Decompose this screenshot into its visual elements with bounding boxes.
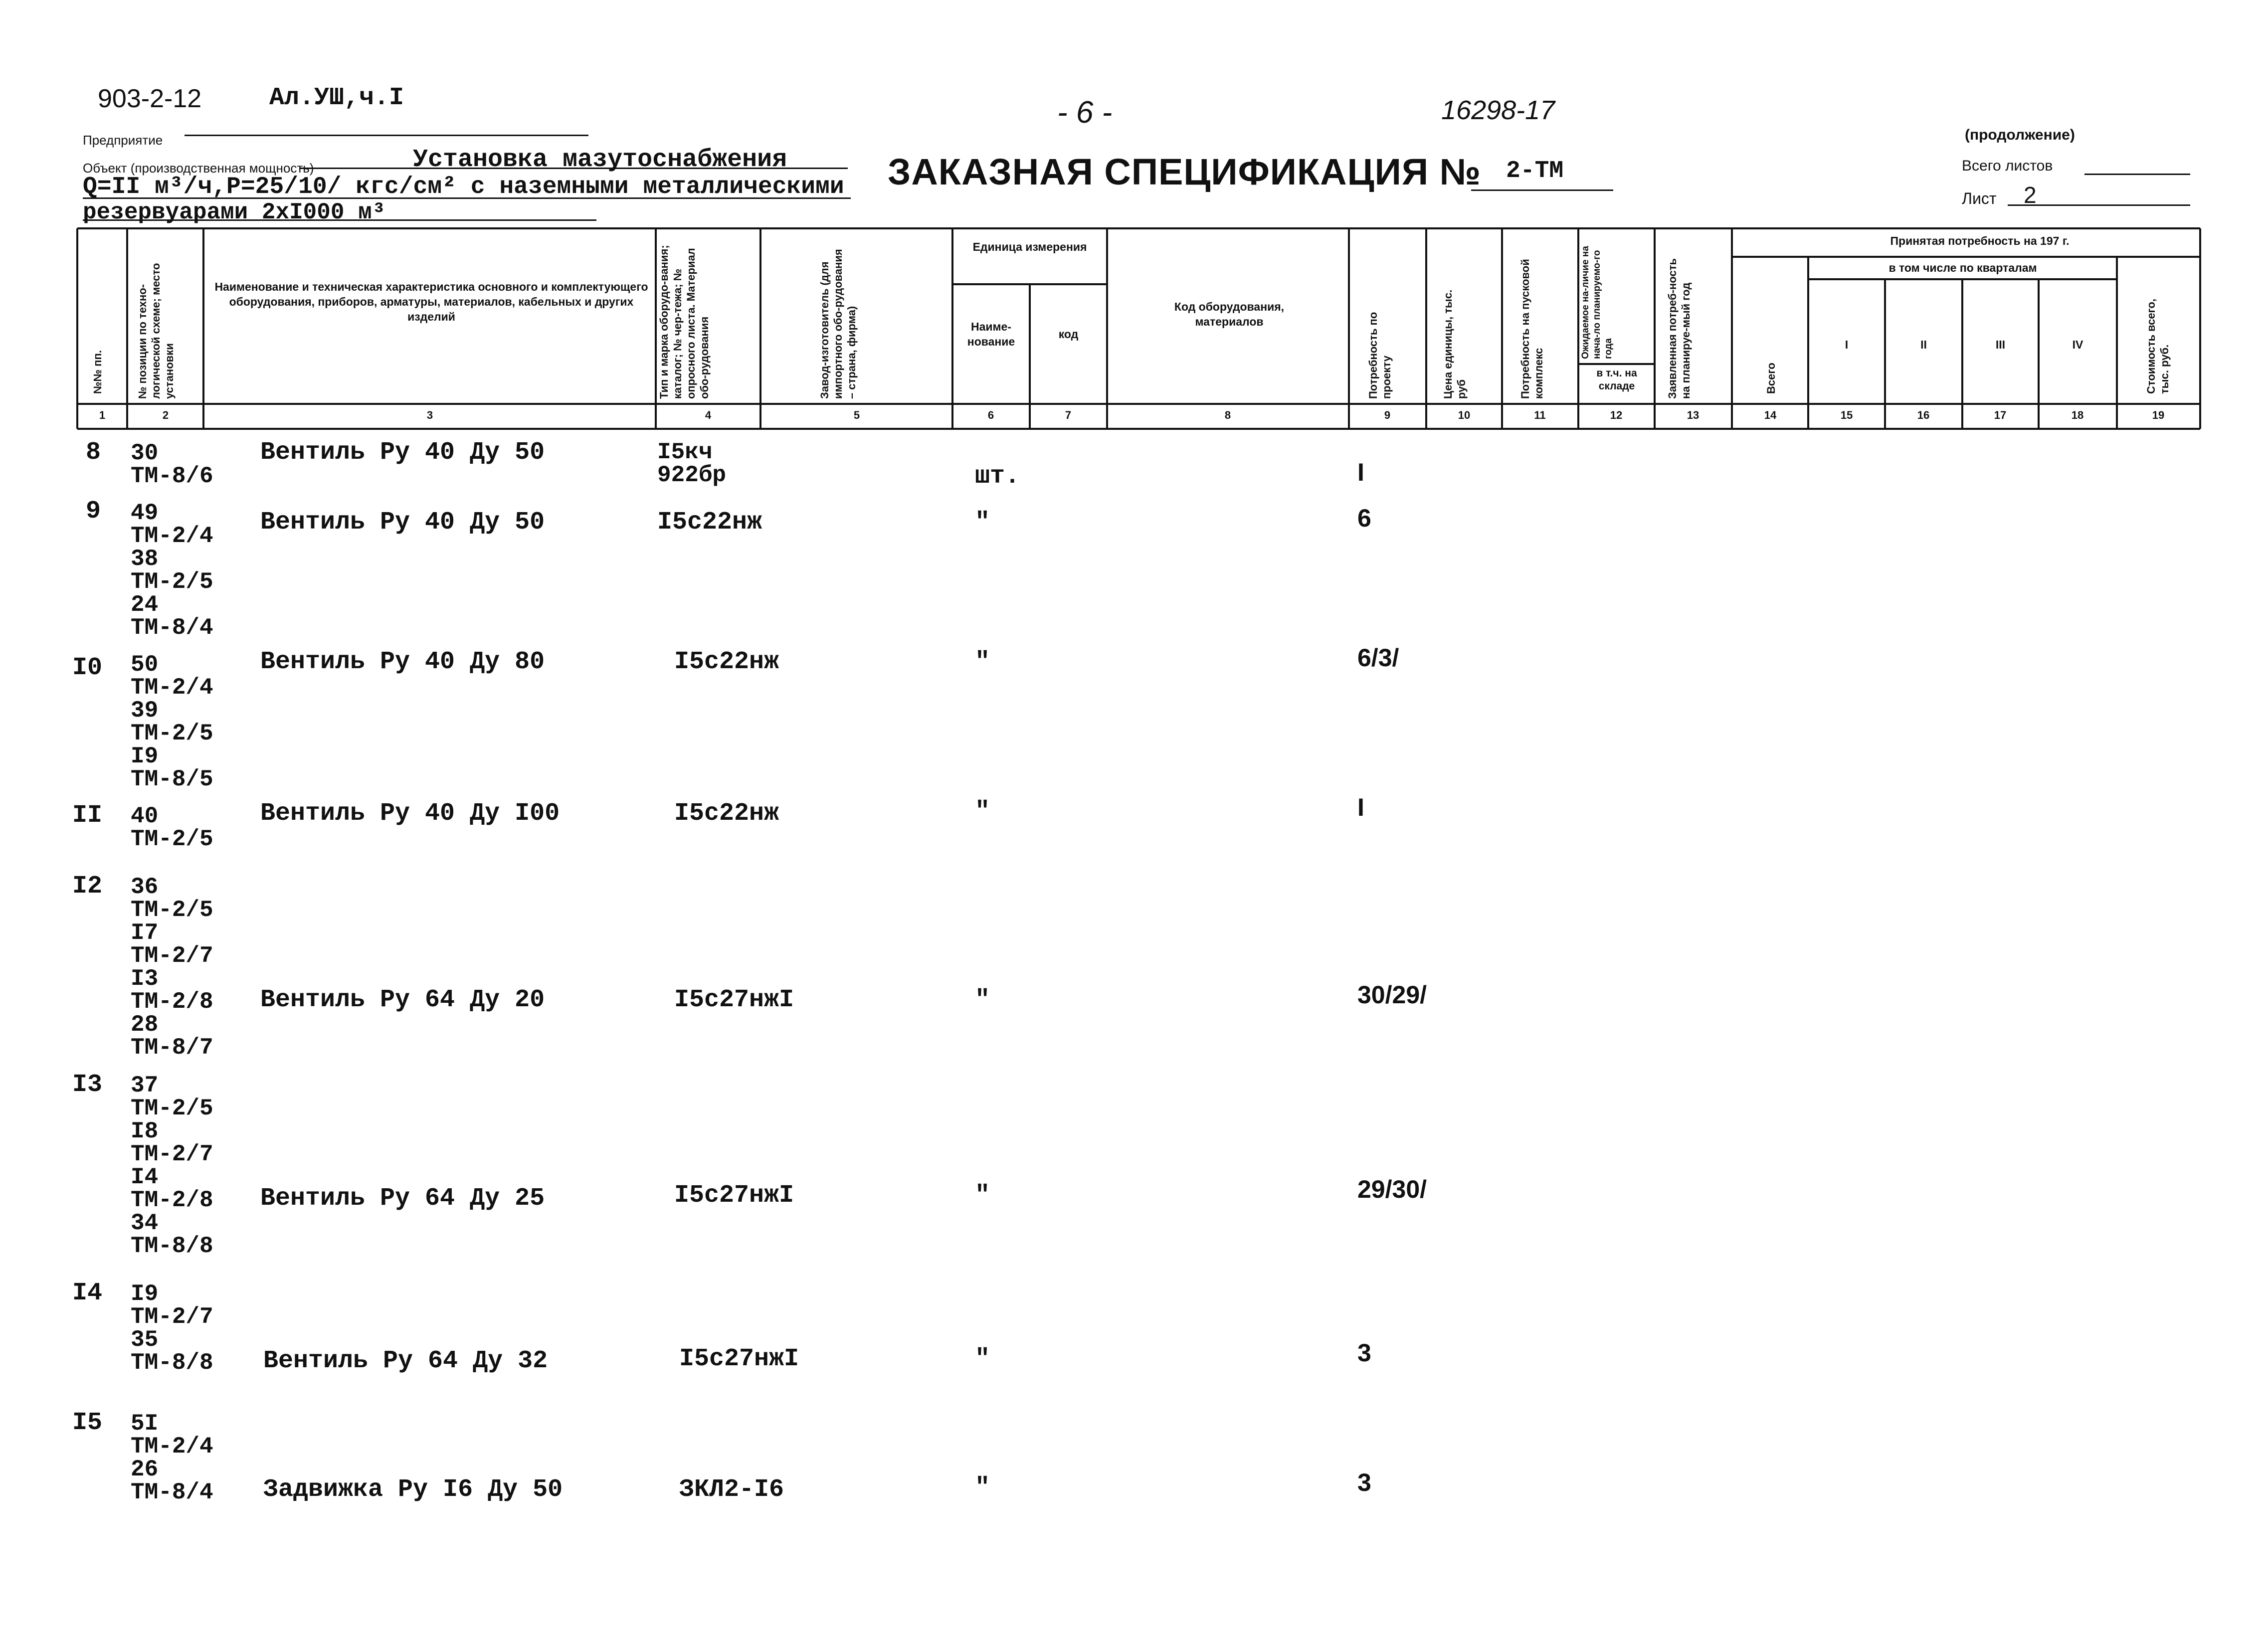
row-number: I4 xyxy=(72,1279,103,1307)
row-type: I5с22нж xyxy=(674,799,779,828)
col-number: 3 xyxy=(426,409,433,421)
page-number: - 6 - xyxy=(1057,95,1113,130)
row-quantity: I xyxy=(1357,458,1364,486)
row-positions: 36 ТМ-2/5 I7 ТМ-2/7 I3 ТМ-2/8 28 ТМ-8/7 xyxy=(131,874,213,1061)
col-number: 12 xyxy=(1610,409,1623,421)
row-name: Вентиль Ру 64 Ду 32 xyxy=(263,1347,548,1375)
row-positions: 49 ТМ-2/4 38 ТМ-2/5 24 ТМ-8/4 xyxy=(131,500,213,641)
header-col-19: Стоимость всего, тыс. руб. xyxy=(2145,299,2171,394)
row-type: I5с27нжI xyxy=(679,1345,799,1373)
row-number: I2 xyxy=(72,872,103,901)
col-number: 2 xyxy=(162,409,169,421)
row-type: ЗКЛ2-I6 xyxy=(679,1475,784,1504)
row-quantity: 6 xyxy=(1357,504,1371,532)
header-col-12: Ожидаемое на-личие на нача-ло планируемо-го года xyxy=(1580,246,1614,359)
header-quarters-group: в том числе по кварталам xyxy=(1889,261,2037,274)
row-number: II xyxy=(72,801,103,830)
album-ref: Ал.УШ,ч.I xyxy=(269,84,404,112)
col-number: 16 xyxy=(1917,409,1930,421)
row-quantity: 3 xyxy=(1357,1468,1371,1496)
doc-id: 16298-17 xyxy=(1441,95,1555,125)
header-col-17: III xyxy=(1995,338,2006,351)
header-col-10: Цена единицы, тыс. руб xyxy=(1442,289,1468,399)
header-col-2: № позиции по техно-логической схеме; место установки xyxy=(136,263,176,399)
col-number: 11 xyxy=(1534,409,1546,421)
row-name: Вентиль Ру 40 Ду I00 xyxy=(260,799,560,828)
doc-code: 903-2-12 xyxy=(98,84,202,113)
row-type: I5с27нжI xyxy=(674,1181,794,1210)
col-number: 9 xyxy=(1384,409,1391,421)
header-col-9: Потребность по проекту xyxy=(1367,312,1393,399)
object-line-3: резервуарами 2хI000 м³ xyxy=(83,199,386,225)
col-number: 14 xyxy=(1764,409,1777,421)
row-quantity: 3 xyxy=(1357,1339,1371,1367)
page-title: ЗАКАЗНАЯ СПЕЦИФИКАЦИЯ № xyxy=(888,151,1482,192)
row-unit: " xyxy=(975,1345,990,1373)
row-name: Вентиль Ру 40 Ду 50 xyxy=(260,438,545,467)
header-col-13: Заявленная потреб-ность на планируе-мый год xyxy=(1666,258,1692,399)
row-positions: I9 ТМ-2/7 35 ТМ-8/8 xyxy=(131,1281,213,1376)
row-unit: " xyxy=(975,797,990,826)
header-col-3: Наименование и техническая характеристика основного и комплектующего оборудования, приборов, арматуры, материалов, кабельных и других изделий xyxy=(214,280,648,323)
header-col-4: Тип и марка оборудо-вания; каталог; № чер-тежа; № опросного листа. Материал обо-рудования xyxy=(658,245,711,399)
row-name: Вентиль Ру 40 Ду 80 xyxy=(260,648,545,676)
row-name: Вентиль Ру 40 Ду 50 xyxy=(260,508,545,537)
row-number: I0 xyxy=(72,654,103,682)
col-number: 19 xyxy=(2152,409,2165,421)
col-number: 1 xyxy=(99,409,106,421)
header-col-8: Код оборудования, материалов xyxy=(1174,300,1285,328)
row-quantity: 30/29/ xyxy=(1357,981,1427,1009)
header-col-5: Завод-изготовитель (для импортного обо-рудования – страна, фирма) xyxy=(818,249,858,399)
row-name: Вентиль Ру 64 Ду 25 xyxy=(260,1184,545,1213)
object-line-1: Установка мазутоснабжения xyxy=(413,146,787,174)
row-type: I5с27нжI xyxy=(674,986,794,1014)
row-positions: 30 ТМ-8/6 xyxy=(131,440,213,489)
col-number: 15 xyxy=(1840,409,1853,421)
header-col-15: I xyxy=(1845,338,1849,351)
row-name: Задвижка Ру I6 Ду 50 xyxy=(263,1475,563,1504)
header-col-7: код xyxy=(1058,328,1079,341)
col-number: 5 xyxy=(853,409,860,421)
row-unit: " xyxy=(975,648,990,676)
row-unit: " xyxy=(975,986,990,1014)
row-quantity: 29/30/ xyxy=(1357,1175,1427,1203)
row-name: Вентиль Ру 64 Ду 20 xyxy=(260,986,545,1014)
row-quantity: 6/3/ xyxy=(1357,644,1399,672)
row-type: I5с22нж xyxy=(657,508,762,537)
header-col-16: II xyxy=(1920,338,1927,351)
row-unit: шт. xyxy=(975,462,1020,491)
row-quantity: I xyxy=(1357,793,1364,821)
total-sheets-label: Всего листов xyxy=(1962,158,2053,174)
header-accepted-group: Принятая потребность на 197 г. xyxy=(1890,234,2070,247)
header-unit-group: Единица измерения xyxy=(972,240,1087,253)
row-number: 8 xyxy=(86,438,101,467)
row-unit: " xyxy=(975,1473,990,1502)
row-number: 9 xyxy=(86,497,101,526)
row-positions: 50 ТМ-2/4 39 ТМ-2/5 I9 ТМ-8/5 xyxy=(131,652,213,792)
row-number: I3 xyxy=(72,1071,103,1099)
row-positions: 5I ТМ-2/4 26 ТМ-8/4 xyxy=(131,1411,213,1505)
row-type: I5кч 922бр xyxy=(657,439,727,488)
row-positions: 40 ТМ-2/5 xyxy=(131,803,213,852)
col-number: 10 xyxy=(1458,409,1471,421)
enterprise-label: Предприятие xyxy=(83,133,163,148)
col-number: 7 xyxy=(1065,409,1072,421)
row-unit: " xyxy=(975,1181,990,1210)
header-col-14: Всего xyxy=(1765,363,1777,394)
header-col-18: IV xyxy=(2072,338,2083,351)
object-line-2: Q=II м³/ч,Р=25/10/ кгс/см² с наземными металлическими xyxy=(83,174,844,200)
row-number: I5 xyxy=(72,1409,103,1437)
sheet-number: 2 xyxy=(2024,182,2037,208)
spec-number: 2-ТМ xyxy=(1506,158,1564,184)
row-type: I5с22нж xyxy=(674,648,779,676)
header-col-1: №№ пп. xyxy=(91,350,104,394)
continuation-label: (продолжение) xyxy=(1965,127,2075,143)
header-col-12-stock: в т.ч. на складе xyxy=(1596,367,1637,392)
header-col-6: Наиме-нование xyxy=(967,320,1015,348)
sheet-label: Лист xyxy=(1962,189,1997,207)
col-number: 6 xyxy=(987,409,994,421)
row-positions: 37 ТМ-2/5 I8 ТМ-2/7 I4 ТМ-2/8 34 ТМ-8/8 xyxy=(131,1073,213,1259)
header-col-11: Потребность на пусковой комплекс xyxy=(1519,259,1545,399)
object-label: Объект (производственная мощность) xyxy=(83,161,314,176)
col-number: 18 xyxy=(2071,409,2084,421)
col-number: 13 xyxy=(1687,409,1700,421)
row-unit: " xyxy=(975,508,990,537)
col-number: 17 xyxy=(1994,409,2007,421)
col-number: 8 xyxy=(1224,409,1231,421)
col-number: 4 xyxy=(705,409,712,421)
